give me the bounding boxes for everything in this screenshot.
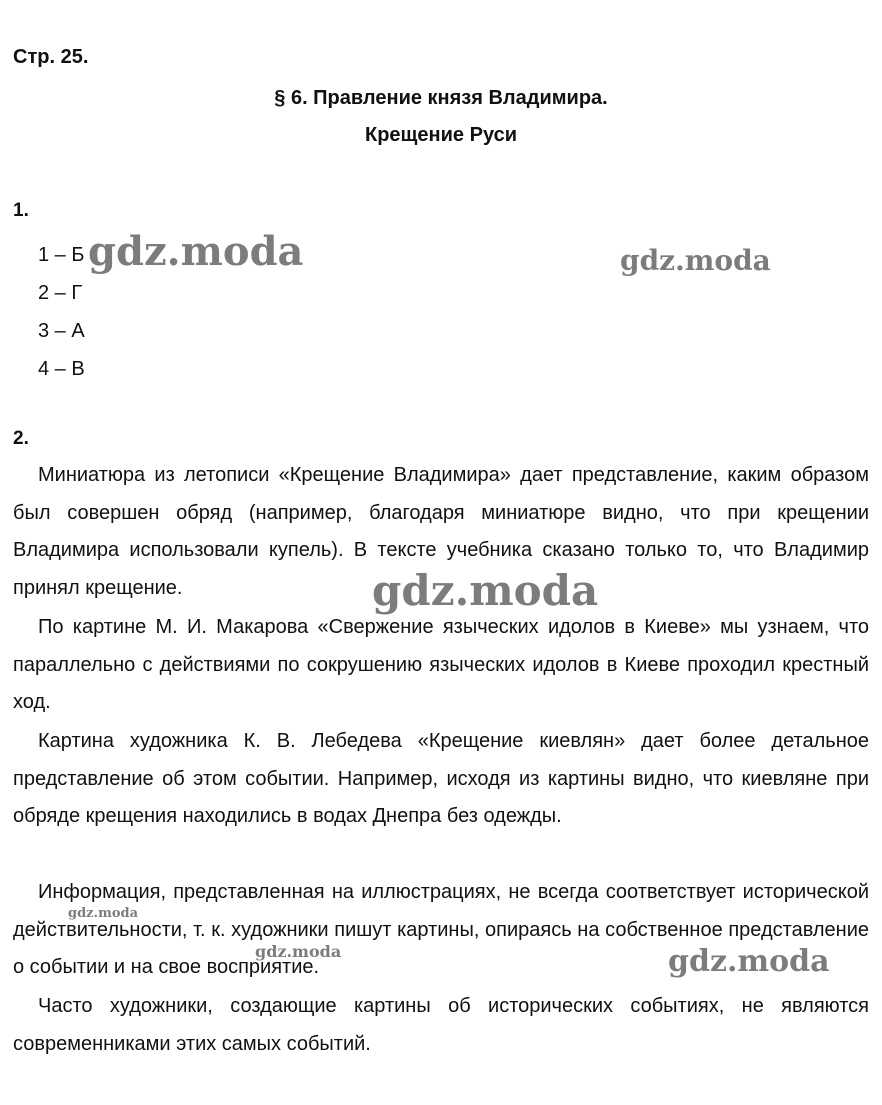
answer-item: 1 – Б (38, 244, 85, 266)
task-1-number: 1. (13, 200, 29, 221)
watermark-logo: gdz.moda (88, 228, 304, 275)
paragraph-makarov: По картине М. И. Макарова «Свержение языческих идолов в Киеве» мы узнаем, что параллельно с действиями по сокрушению языческих идолов в Киеве проходил крестный ход. (13, 616, 869, 714)
task-2-number: 2. (13, 428, 29, 449)
paragraph-lebedev: Картина художника К. В. Лебедева «Крещение киевлян» дает более детальное представление об этом событии. Например, исходя из картины видно, что киевляне при обряде крещения находились в водах Днепра без одежды. (13, 730, 869, 828)
section-subtitle: Крещение Руси (365, 124, 517, 146)
paragraph-artists: Часто художники, создающие картины об исторических событиях, не являются современниками этих самых событий. (13, 995, 869, 1055)
answer-item: 4 – В (38, 358, 85, 380)
watermark-logo: gdz.moda (620, 244, 771, 277)
watermark-logo: gdz.moda (372, 566, 599, 615)
answer-item: 3 – А (38, 320, 85, 342)
watermark-logo: gdz.moda (68, 906, 139, 921)
page-reference: Стр. 25. (13, 46, 89, 68)
answer-item: 2 – Г (38, 282, 83, 304)
paragraph-miniature: Миниатюра из летописи «Крещение Владимира» дает представление, каким образом был совершен обряд (например, благодаря миниатюре видно, что при крещении Владимира использовали купель). В тексте учебника сказано только то, что Владимир принял крещение. (13, 464, 869, 600)
watermark-logo: gdz.moda (668, 944, 830, 979)
section-title: § 6. Правление князя Владимира. (274, 87, 608, 109)
paragraph-information: Информация, представленная на иллюстрациях, не всегда соответствует исторической действительности, т. к. художники пишут картины, опираясь на собственное представление о событии и на свое восприятие. (13, 881, 869, 979)
task-1-answers (38, 236, 85, 388)
watermark-logo: gdz.moda (255, 942, 342, 961)
